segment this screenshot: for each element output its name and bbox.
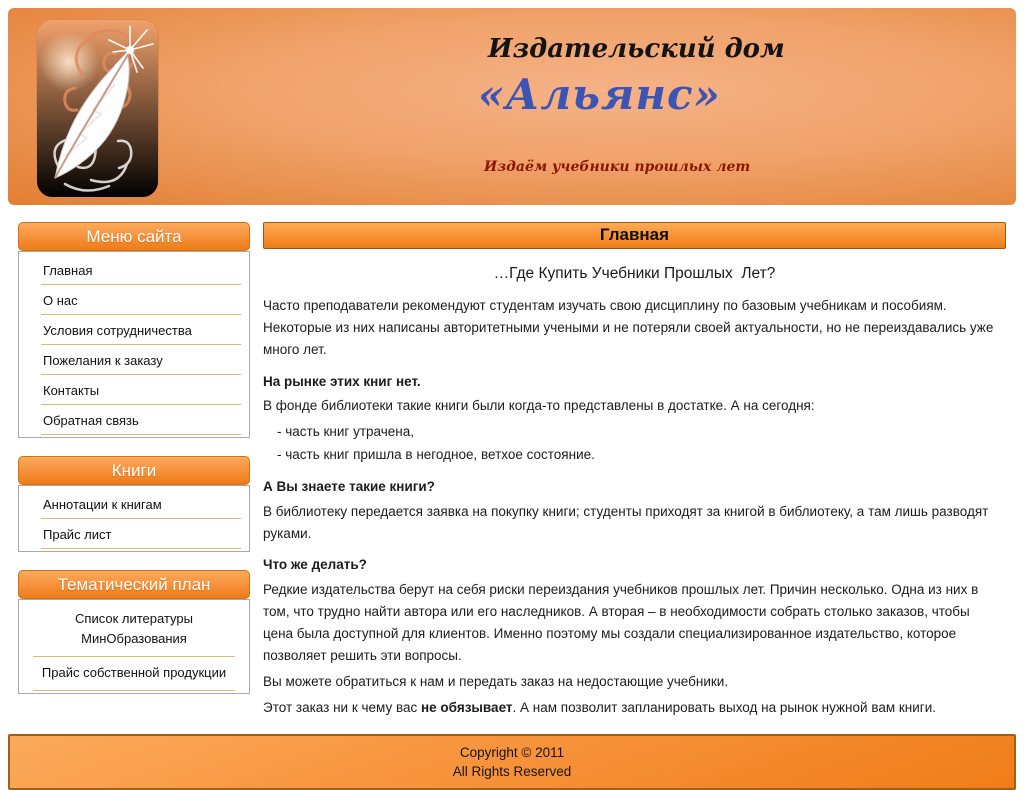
sidebar-section-books <box>18 456 250 552</box>
sidebar-item-contacts[interactable]: Контакты <box>19 375 249 405</box>
sidebar-box-site-menu <box>18 251 250 438</box>
header-text-block <box>478 34 785 175</box>
final-line-prefix: Этот заказ ни к чему вас <box>263 699 421 715</box>
site-footer <box>8 734 1016 790</box>
paragraph-library-fund: В фонде библиотеки такие книги были когда-то представлены в достатке. А на сегодня: <box>263 398 815 414</box>
paragraph-no-obligation <box>263 697 1002 719</box>
article-body <box>263 295 1006 718</box>
site-header <box>8 8 1016 205</box>
sidebar-item-feedback[interactable]: Обратная связь <box>19 405 249 435</box>
paragraph-library-request: В библиотеку передается заявка на покупку книги; студенты приходят за книгой в библиотеку, а там лишь разводят руками. <box>263 503 989 541</box>
section-heading-know-books: А Вы знаете такие книги? <box>263 478 435 494</box>
dash-list <box>277 421 1002 466</box>
quill-feather-logo <box>35 18 161 205</box>
list-item-books-lost: - часть книг утрачена, <box>277 424 414 440</box>
paragraph-publishers-risks: Редкие издательства берут на себя риски переиздания учебников прошлых лет. Причин несколько. Одна из них в том, что трудно найти автора или его наследников. А вторая – в необходимости собрать столько заказов, чтобы цена была доступной для клиентов. Именно поэтому мы создали специализированное издательство, которое позволяет решить эти вопросы. <box>263 582 979 663</box>
sidebar-item-book-annotations[interactable]: Аннотации к книгам <box>19 489 249 519</box>
sidebar-header-books: Книги <box>18 456 250 485</box>
sidebar-item-order-wishes[interactable]: Пожелания к заказу <box>19 345 249 375</box>
final-line-bold: не обязывает <box>421 699 513 715</box>
quill-feather-icon <box>35 18 161 200</box>
sidebar-item-own-production-price[interactable]: Прайс собственной продукции <box>19 657 249 691</box>
list-item-books-worn: - часть книг пришла в негодное, ветхое состояние. <box>277 446 595 462</box>
sidebar-item-home[interactable]: Главная <box>19 255 249 285</box>
sidebar-header-site-menu: Меню сайта <box>18 222 250 251</box>
sidebar-box-books <box>18 485 250 552</box>
footer-copyright: Copyright © 2011 <box>459 744 565 760</box>
page-title: Главная <box>263 222 1006 249</box>
footer-rights: All Rights Reserved <box>452 764 572 780</box>
paragraph-contact-us: Вы можете обратиться к нам и передать заказ на недостающие учебники. <box>263 673 729 689</box>
sidebar-item-price-list[interactable]: Прайс лист <box>19 519 249 549</box>
paragraph-intro: Часто преподаватели рекомендуют студентам изучать свою дисциплину по базовым учебникам и пособиям. Некоторые из них написаны авторитетными учеными и не потеряли своей актуальности, но не переиздавались уже много лет. <box>263 298 994 357</box>
sidebar-item-about[interactable]: О нас <box>19 285 249 315</box>
sidebar <box>18 222 250 712</box>
site-title: «Альянс» <box>478 70 721 119</box>
sidebar-section-thematic-plan <box>18 570 250 694</box>
sidebar-item-cooperation-terms[interactable]: Условия сотрудничества <box>19 315 249 345</box>
sidebar-item-ministry-literature-list[interactable]: Список литературы МинОбразования <box>19 603 249 657</box>
final-line-suffix: . А нам позволит запланировать выход на рынок нужной вам книги. <box>512 699 936 715</box>
site-tagline: Издаём учебники прошлых лет <box>484 159 751 175</box>
content-area <box>263 222 1006 722</box>
section-heading-no-books: На рынке этих книг нет. <box>263 373 421 389</box>
site-supertitle: Издательский дом <box>488 34 785 64</box>
sidebar-box-thematic-plan <box>18 599 250 694</box>
main-area <box>18 222 1006 722</box>
sidebar-section-site-menu <box>18 222 250 438</box>
sidebar-header-thematic-plan: Тематический план <box>18 570 250 599</box>
content-subtitle: …Где Купить Учебники Прошлых Лет? <box>493 265 776 282</box>
section-heading-what-to-do: Что же делать? <box>263 557 367 573</box>
